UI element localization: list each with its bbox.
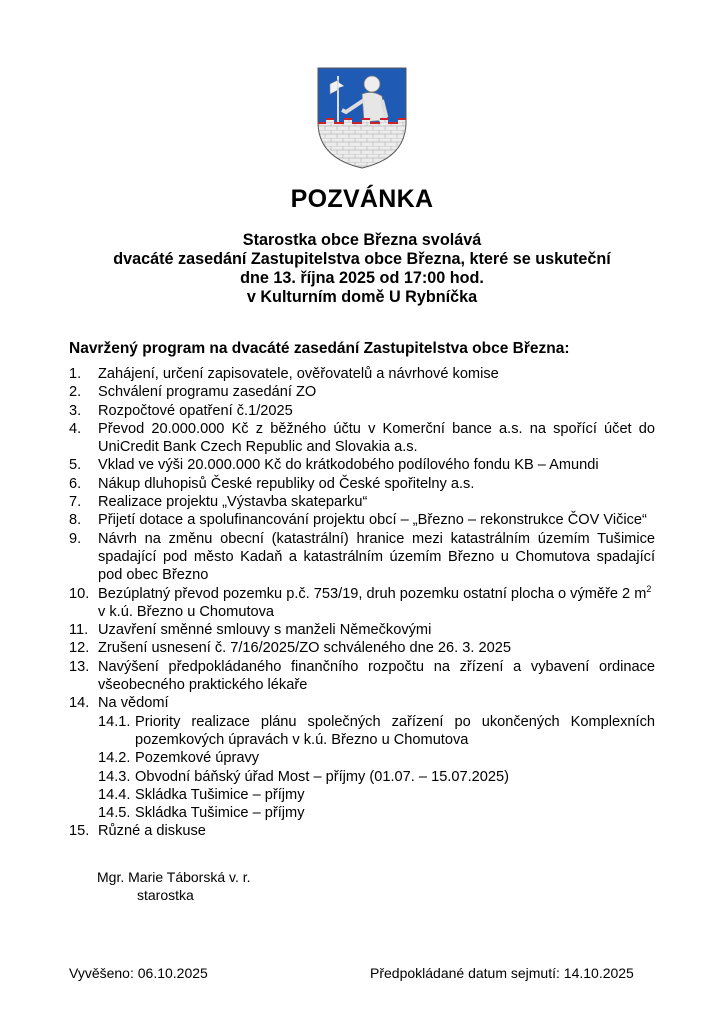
agenda-item <box>69 530 655 585</box>
item-number: 5. <box>69 457 82 474</box>
agenda-item <box>69 402 655 420</box>
agenda-list <box>69 365 655 841</box>
removal-date: Předpokládané datum sejmutí: 14.10.2025 <box>370 965 634 981</box>
signature-block <box>97 868 251 904</box>
item-number: 4. <box>69 420 82 437</box>
agenda-subitem <box>69 749 655 767</box>
signatory-name: Mgr. Marie Táborská v. r. <box>97 869 251 885</box>
agenda-item <box>69 585 655 622</box>
coat-of-arms-icon <box>316 66 408 170</box>
intro-line: dne 13. října 2025 od 17:00 hod. <box>240 269 484 287</box>
item-number: 10. <box>69 585 90 602</box>
item-number: 14. <box>69 695 90 712</box>
item-number: 3. <box>69 402 82 419</box>
invitation-intro <box>0 231 724 307</box>
agenda-subitem <box>69 804 655 822</box>
item-text: Zrušení usnesení č. 7/16/2025/ZO schváleného dne 26. 3. 2025 <box>98 640 511 657</box>
item-number: 8. <box>69 512 82 529</box>
subitem-number: 14.3. <box>98 768 131 785</box>
subitem-number: 14.1. <box>98 713 131 730</box>
posted-date: Vyvěšeno: 06.10.2025 <box>69 965 208 981</box>
item-text <box>98 585 655 622</box>
agenda-item <box>69 383 655 401</box>
agenda-item <box>69 658 655 695</box>
item-text: Návrh na změnu obecní (katastrální) hranice mezi katastrálním územím Tušimice spadající pod město Kadaň a katastrálním územím Březno u Chomutova spadající pod obec Březno <box>98 530 655 584</box>
agenda-item <box>69 639 655 657</box>
subitem-number: 14.4. <box>98 786 131 803</box>
agenda-item <box>69 365 655 383</box>
item-text-part: Bezúplatný převod pozemku p.č. 753/19, druh pozemku ostatní plocha o výměře 2 m <box>98 585 647 602</box>
superscript: 2 <box>646 583 652 594</box>
agenda-item <box>69 511 655 529</box>
subitem-number: 14.5. <box>98 805 131 822</box>
item-number: 1. <box>69 366 82 382</box>
agenda-item <box>69 621 655 639</box>
agenda-item <box>69 493 655 511</box>
item-text: Přijetí dotace a spolufinancování projektu obcí – „Březno – rekonstrukce ČOV Vičice“ <box>98 512 647 529</box>
item-number: 9. <box>69 530 82 547</box>
agenda-item <box>69 694 655 712</box>
agenda-subitem <box>69 786 655 804</box>
intro-line: dvacáté zasedání Zastupitelstva obce Března, které se uskuteční <box>113 250 611 268</box>
agenda-item <box>69 456 655 474</box>
subitem-text: Skládka Tušimice – příjmy <box>135 786 305 803</box>
subitem-text: Skládka Tušimice – příjmy <box>135 805 305 822</box>
document-title: POZVÁNKA <box>290 185 434 213</box>
subitem-text: Pozemkové úpravy <box>135 750 260 767</box>
item-text: Různé a diskuse <box>98 823 206 840</box>
agenda-subitem <box>69 768 655 786</box>
agenda-item <box>69 420 655 457</box>
item-number: 6. <box>69 475 82 492</box>
signatory-role: starostka <box>137 887 194 903</box>
subitem-text: Obvodní báňský úřad Most – příjmy (01.07. – 15.07.2025) <box>135 768 509 785</box>
item-number: 11. <box>69 622 89 639</box>
item-number: 13. <box>69 658 90 675</box>
item-text: Nákup dluhopisů České republiky od České spořitelny a.s. <box>98 475 475 492</box>
item-number: 12. <box>69 640 90 657</box>
intro-line: Starostka obce Března svolává <box>242 231 482 249</box>
item-text: Uzavření směnné smlouvy s manželi Němečkovými <box>98 622 432 639</box>
item-number: 15. <box>69 823 90 840</box>
agenda-item <box>69 475 655 493</box>
item-number: 2. <box>69 384 82 401</box>
agenda-item <box>69 822 655 840</box>
item-text: Navýšení předpokládaného finančního rozpočtu na zřízení a vybavení ordinace všeobecného praktického lékaře <box>98 658 655 694</box>
item-text-part: v k.ú. Březno u Chomutova <box>98 603 275 620</box>
intro-line: v Kulturním domě U Rybníčka <box>246 288 478 306</box>
item-number: 7. <box>69 494 82 511</box>
item-text: Na vědomí <box>98 695 169 712</box>
subitem-text: Priority realizace plánu společných zařízení po ukončených Komplexních pozemkových úpravách v k.ú. Březno u Chomutova <box>135 713 655 748</box>
item-text: Převod 20.000.000 Kč z běžného účtu v Komerční bance a.s. na spořící účet do UniCredit Bank Czech Republic and Slovakia a.s. <box>98 420 655 456</box>
item-text: Vklad ve výši 20.000.000 Kč do krátkodobého podílového fondu KB – Amundi <box>98 457 599 474</box>
item-text: Rozpočtové opatření č.1/2025 <box>98 402 293 419</box>
program-heading: Navržený program na dvacáté zasedání Zastupitelstva obce Března: <box>69 340 570 357</box>
agenda-subitem <box>69 713 655 750</box>
item-text: Realizace projektu „Výstavba skateparku“ <box>98 494 368 511</box>
item-text: Schválení programu zasedání ZO <box>98 384 317 401</box>
item-text: Zahájení, určení zapisovatele, ověřovatelů a návrhové komise <box>98 366 499 382</box>
subitem-number: 14.2. <box>98 750 131 767</box>
